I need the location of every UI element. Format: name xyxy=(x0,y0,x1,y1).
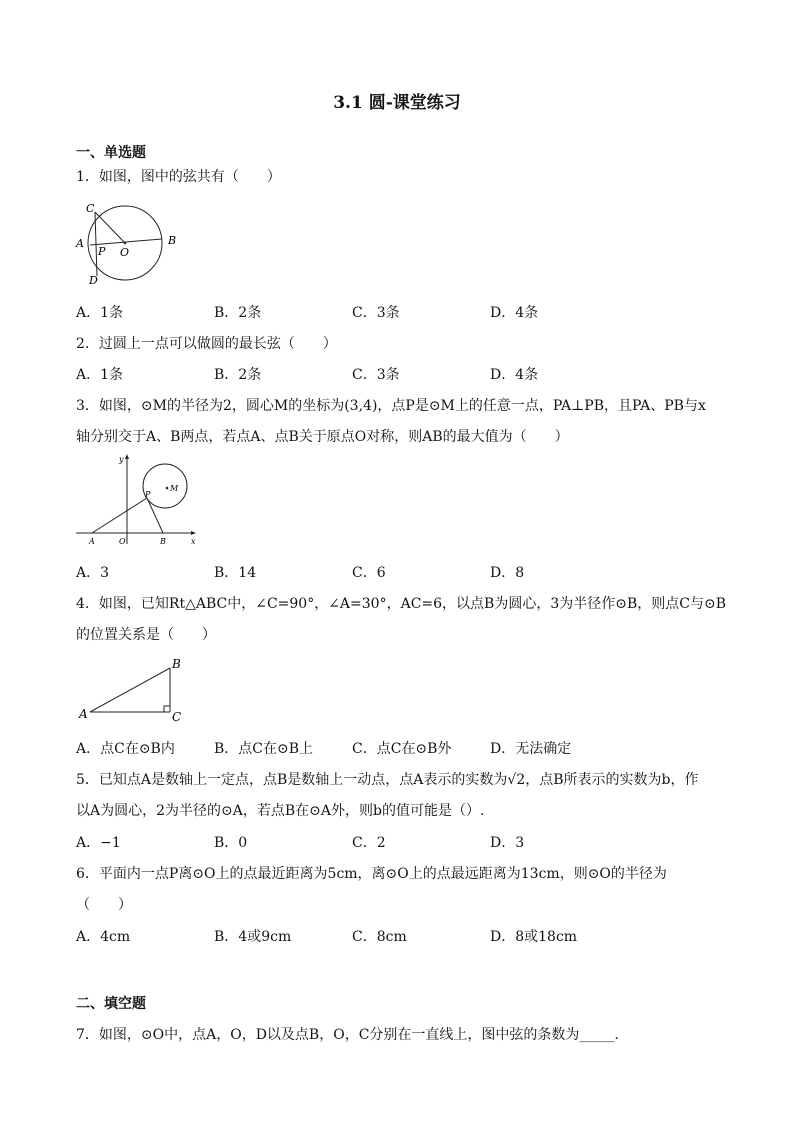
q5-stem-line2: 以A为圆心，2为半径的⊙A，若点B在⊙A外，则b的值可能是（）. xyxy=(76,803,485,819)
q5-option-b[interactable]: B．0 xyxy=(214,835,248,851)
q3-option-d[interactable]: D．8 xyxy=(490,565,525,581)
q1-option-d[interactable]: D．4条 xyxy=(490,305,539,321)
q5-option-c[interactable]: C．2 xyxy=(352,835,386,851)
q4-options xyxy=(76,738,716,758)
q1-stem: 1．如图，图中的弦共有（ ） xyxy=(76,169,281,185)
q6-stem-line2: （ ） xyxy=(76,897,132,913)
q2-option-c[interactable]: C．3条 xyxy=(352,367,400,383)
q6-option-a[interactable]: A．4cm xyxy=(76,929,131,945)
q2-stem: 2．过圆上一点可以做圆的最长弦（ ） xyxy=(76,336,337,352)
q3-label-m: M xyxy=(170,484,179,493)
q2-option-b[interactable]: B．2条 xyxy=(214,367,262,383)
q3-label-a: A xyxy=(89,537,95,546)
q4-option-d[interactable]: D．无法确定 xyxy=(490,741,572,757)
q4-label-a: A xyxy=(79,707,88,721)
q3-stem-line2: 轴分别交于A、B两点，若点A、点B关于原点O对称，则AB的最大值为（ ） xyxy=(76,429,569,445)
q6-option-c[interactable]: C．8cm xyxy=(352,929,407,945)
q1-label-d: D xyxy=(89,274,98,287)
q1-option-c[interactable]: C．3条 xyxy=(352,305,400,321)
q1-label-p: P xyxy=(98,245,106,258)
q3-label-p: P xyxy=(145,490,151,499)
q3-coordinate-figure xyxy=(72,452,202,548)
q1-circle-figure xyxy=(72,198,192,292)
q4-option-c[interactable]: C．点C在⊙B外 xyxy=(352,741,452,757)
q4-option-b[interactable]: B．点C在⊙B上 xyxy=(214,741,314,757)
q1-label-o: O xyxy=(120,246,130,259)
q5-stem-line1: 5．已知点A是数轴上一定点，点B是数轴上一动点，点A表示的实数为√2，点B所表示的实数为b，作 xyxy=(76,772,699,788)
q3-label-b: B xyxy=(160,537,166,546)
q1-option-b[interactable]: B．2条 xyxy=(214,305,262,321)
q6-option-d[interactable]: D．8或18cm xyxy=(490,929,578,945)
q5-option-d[interactable]: D．3 xyxy=(490,835,525,851)
q3-stem-line1: 3．如图，⊙M的半径为2，圆心M的坐标为(3,4)，点P是⊙M上的任意一点，PA⊥PB，且PA、PB与x xyxy=(76,398,706,414)
q3-options xyxy=(76,562,716,582)
q3-label-y: y xyxy=(119,455,124,464)
q7-stem: 7．如图，⊙O中，点A，O，D以及点B，O，C分别在一直线上，图中弦的条数为_____. xyxy=(76,1027,619,1043)
q1-option-a[interactable]: A．1条 xyxy=(76,305,124,321)
section-fill-blank: 二、填空题 xyxy=(76,996,146,1012)
q4-label-b: B xyxy=(172,657,181,671)
q5-options xyxy=(76,832,716,852)
q6-stem-line1: 6．平面内一点P离⊙O上的点最近距离为5cm，离⊙O上的点最远距离为13cm，则⊙O的半径为 xyxy=(76,866,667,882)
section-single-choice: 一、单选题 xyxy=(76,145,146,161)
q3-label-o: O xyxy=(119,537,126,546)
q3-label-x: x xyxy=(191,537,196,546)
q1-label-a: A xyxy=(76,237,84,250)
q2-option-a[interactable]: A．1条 xyxy=(76,367,124,383)
q3-option-c[interactable]: C．6 xyxy=(352,565,386,581)
q5-option-a[interactable]: A．−1 xyxy=(76,835,121,851)
q3-option-b[interactable]: B．14 xyxy=(214,565,257,581)
q1-options xyxy=(76,302,716,322)
q2-options xyxy=(76,364,716,384)
q4-stem-line1: 4．如图，已知Rt△ABC中，∠C=90°，∠A=30°，AC=6，以点B为圆心，3为半径作⊙B，则点C与⊙B xyxy=(76,596,726,612)
q1-label-b: B xyxy=(168,234,177,247)
q4-label-c: C xyxy=(172,710,182,724)
q6-option-b[interactable]: B．4或9cm xyxy=(214,929,292,945)
q4-stem-line2: 的位置关系是（ ） xyxy=(76,627,216,643)
q1-label-c: C xyxy=(86,202,95,215)
q2-option-d[interactable]: D．4条 xyxy=(490,367,539,383)
q4-triangle-figure xyxy=(76,654,191,726)
q6-options xyxy=(76,926,716,946)
page-title: 3.1 圆-课堂练习 xyxy=(333,93,461,113)
q3-option-a[interactable]: A．3 xyxy=(76,565,110,581)
q4-option-a[interactable]: A．点C在⊙B内 xyxy=(76,741,175,757)
